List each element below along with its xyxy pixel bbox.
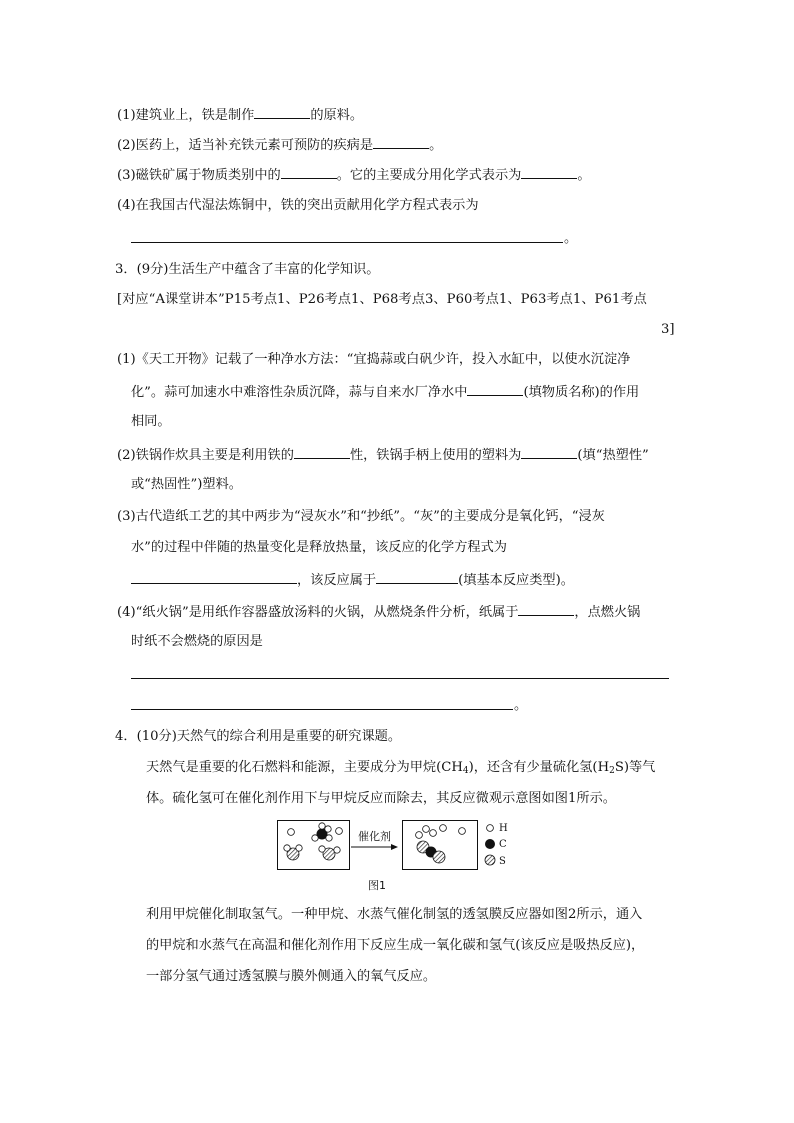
answer-blank[interactable] xyxy=(254,104,310,119)
legend-h-label: H xyxy=(499,823,508,834)
legend-c-label: C xyxy=(499,839,507,850)
q2-item-4-end: 。 xyxy=(564,231,578,246)
reactant-molecules xyxy=(284,823,343,860)
figure-caption: 图1 xyxy=(368,879,386,892)
q4-paragraph-1-line-1 xyxy=(146,758,655,781)
q4-paragraph-2-line-1: 利用甲烷催化制取氢气。一种甲烷、水蒸气催化制氢的透氢膜反应器如图2所示，通入 xyxy=(146,907,643,922)
answer-blank[interactable] xyxy=(521,164,577,179)
answer-blank[interactable] xyxy=(373,134,429,149)
q3-item-3-text-end: (填基本反应类型)。 xyxy=(458,573,574,588)
q3-item-2-line-1 xyxy=(117,444,649,466)
q2-item-1 xyxy=(117,104,363,126)
q2-item-3-text: (3)磁铁矿属于物质类别中的 xyxy=(117,168,281,183)
answer-blank[interactable] xyxy=(131,569,297,584)
q3-item-1-text: 化”。蒜可加速水中难溶性杂质沉降，蒜与自来水厂净水中 xyxy=(131,385,468,400)
q3-item-2-text-end: (填“热塑性” xyxy=(577,448,649,463)
q3-item-1-line-2 xyxy=(131,381,639,403)
q4-text: )，还含有少量硫化氢(H xyxy=(468,760,610,775)
answer-line[interactable] xyxy=(131,678,669,679)
q4-title: 4．(10分)天然气的综合利用是重要的研究课题。 xyxy=(115,729,402,744)
product-molecules xyxy=(416,825,466,863)
answer-blank[interactable] xyxy=(467,381,523,396)
q3-item-3-line-2: 水”的过程中伴随的热量变化是释放热量，该反应的化学方程式为 xyxy=(131,540,507,555)
q2-item-3 xyxy=(117,164,591,186)
q4-text: 天然气是重要的化石燃料和能源，主要成分为甲烷(CH xyxy=(146,760,463,775)
q3-item-2-text-mid: 性，铁锅手柄上使用的塑料为 xyxy=(349,448,522,463)
q4-text: S)等气 xyxy=(614,760,656,775)
q2-item-2 xyxy=(117,134,442,156)
q3-item-4-text-end: ，点燃火锅 xyxy=(574,605,641,620)
q2-item-2-text-end: 。 xyxy=(429,138,443,153)
answer-line[interactable] xyxy=(131,242,563,243)
answer-blank[interactable] xyxy=(518,601,574,616)
arrow-label: 催化剂 xyxy=(358,830,391,843)
q3-item-2-text: (2)铁锅作炊具主要是利用铁的 xyxy=(117,448,294,463)
q3-reference: [对应“A课堂讲本”P15考点1、P26考点1、P68考点3、P60考点1、P63考点1、P61考点 xyxy=(117,292,647,307)
q3-item-3-text: ，该反应属于 xyxy=(297,573,377,588)
q3-item-2-line-2: 或“热固性”)塑料。 xyxy=(131,477,242,492)
answer-blank[interactable] xyxy=(281,164,337,179)
q2-item-2-text: (2)医药上，适当补充铁元素可预防的疾病是 xyxy=(117,138,374,153)
q3-item-3-line-3 xyxy=(131,569,574,591)
answer-line[interactable] xyxy=(131,709,513,710)
legend-h-marker xyxy=(487,825,494,832)
q4-paragraph-1-line-2: 体。硫化氢可在催化剂作用下与甲烷反应而除去，其反应微观示意图如图1所示。 xyxy=(146,791,616,806)
q2-item-3-text-end: 。 xyxy=(577,168,591,183)
q4-paragraph-2-line-3: 一部分氢气通过透氢膜与膜外侧通入的氧气反应。 xyxy=(146,969,437,984)
q2-item-3-text-mid: 。它的主要成分用化学式表示为 xyxy=(336,168,522,183)
q3-title: 3．(9分)生活生产中蕴含了丰富的化学知识。 xyxy=(115,262,380,277)
answer-blank[interactable] xyxy=(376,569,458,584)
q3-item-4-line-2: 时纸不会燃烧的原因是 xyxy=(131,634,263,649)
q2-item-1-text-end: 的原料。 xyxy=(310,108,364,123)
q4-paragraph-2-line-2: 的甲烷和水蒸气在高温和催化剂作用下反应生成一氧化碳和氢气(该反应是吸热反应)， xyxy=(146,938,645,953)
q3-item-1-line-1: (1)《天工开物》记载了一种净水方法：“宜捣蒜或白矾少许，投入水缸中，以使水沉淀净 xyxy=(117,352,631,367)
q3-reference-end: 3] xyxy=(661,322,675,337)
legend xyxy=(485,823,508,867)
reaction-diagram xyxy=(277,820,517,872)
q3-item-1-text-end: (填物质名称)的作用 xyxy=(523,385,640,400)
legend-s-marker xyxy=(485,855,495,865)
q2-item-1-text: (1)建筑业上，铁是制作 xyxy=(117,108,255,123)
subscript: 4 xyxy=(462,766,469,776)
q3-item-1-line-3: 相同。 xyxy=(131,414,171,429)
q3-item-4-text: (4)“纸火锅”是用纸作容器盛放汤料的火锅，从燃烧条件分析，纸属于 xyxy=(117,605,519,620)
q2-item-4 xyxy=(117,196,479,216)
q3-item-3-line-1: (3)古代造纸工艺的其中两步为“浸灰水”和“抄纸”。“灰”的主要成分是氧化钙，“浸灰 xyxy=(117,509,605,524)
legend-s-label: S xyxy=(499,856,506,867)
subscript: 2 xyxy=(609,766,615,776)
answer-blank[interactable] xyxy=(294,444,350,459)
q3-item-4-end: 。 xyxy=(514,698,528,713)
q3-item-4-line-1 xyxy=(117,601,640,623)
legend-c-marker xyxy=(485,839,495,849)
q2-item-4-text: (4)在我国古代湿法炼铜中，铁的突出贡献用化学方程式表示为 xyxy=(117,198,479,213)
answer-blank[interactable] xyxy=(521,444,577,459)
